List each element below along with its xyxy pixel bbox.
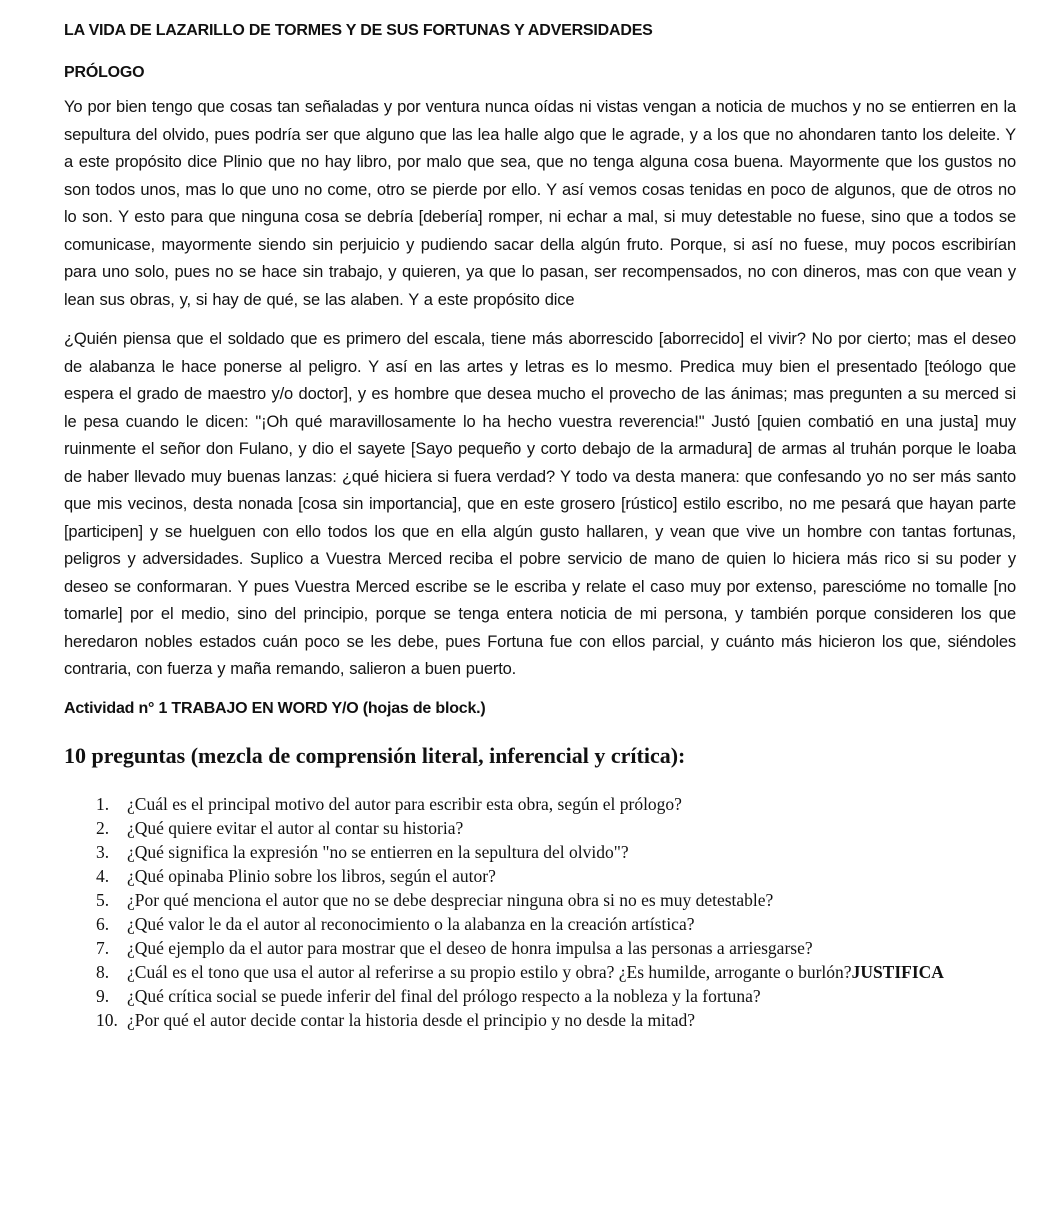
question-body: ¿Por qué el autor decide contar la historia desde el principio y no desde la mitad? xyxy=(127,1009,696,1030)
prologue-paragraph-1: Yo por bien tengo que cosas tan señaladas y por ventura nunca oídas ni vistas vengan a noticia de muchos y no se entierren en la sepultura del olvido, pues podría ser que alguno que las lea halle algo que le agrade, y a los que no ahondaren tanto los deleite. Y a este propósito dice Plinio que no hay libro, por malo que sea, que no tenga alguna cosa buena. Mayormente que los gustos no son todos unos, mas lo que uno no come, otro se pierde por ello. Y así vemos cosas tenidas en poco de algunos, que de otros no lo son. Y esto para que ninguna cosa se debría [debería] romper, ni echar a mal, si muy detestable no fuese, sino que a todos se comunicase, mayormente siendo sin perjuicio y pudiendo sacar della algún fruto. Porque, si así no fuese, muy pocos escribirían para uno solo, pues no se hace sin trabajo, y quieren, ya que lo pasan, ser recompensados, no con dineros, mas con que vean y lean sus obras, y, si hay de qué, se las alaben. Y a este propósito dice xyxy=(64,98,1016,309)
question-item xyxy=(96,792,1016,816)
question-number: 5. xyxy=(96,889,110,910)
question-item xyxy=(96,840,1016,864)
question-text xyxy=(127,888,1016,912)
question-item xyxy=(96,888,1016,912)
question-body: ¿Cuál es el tono que usa el autor al referirse a su propio estilo y obra? ¿Es humilde, arrogante o burlón? xyxy=(127,961,852,982)
question-body: ¿Qué opinaba Plinio sobre los libros, según el autor? xyxy=(127,865,496,886)
question-body: ¿Cuál es el principal motivo del autor para escribir esta obra, según el prólogo? xyxy=(127,793,682,814)
document-page xyxy=(64,20,1016,1032)
question-number: 1. xyxy=(96,793,110,814)
question-body: ¿Qué significa la expresión "no se entierren en la sepultura del olvido"? xyxy=(127,841,629,862)
question-item xyxy=(96,984,1016,1008)
questions-list xyxy=(64,792,1016,1032)
question-text xyxy=(127,864,1016,888)
activity-heading: Actividad n° 1 TRABAJO EN WORD Y/O (hojas de block.) xyxy=(64,699,486,717)
question-number: 10. xyxy=(96,1009,118,1030)
question-text xyxy=(127,816,1016,840)
question-item xyxy=(96,936,1016,960)
question-text xyxy=(127,984,1016,1008)
question-text xyxy=(127,792,1016,816)
question-text xyxy=(127,960,1016,984)
question-body: ¿Qué valor le da el autor al reconocimiento o la alabanza en la creación artística? xyxy=(127,913,695,934)
section-title-prologo: PRÓLOGO xyxy=(64,64,145,81)
question-number: 7. xyxy=(96,937,110,958)
question-number: 6. xyxy=(96,913,110,934)
question-item xyxy=(96,912,1016,936)
question-text xyxy=(127,840,1016,864)
question-item xyxy=(96,864,1016,888)
question-number: 4. xyxy=(96,865,110,886)
question-text xyxy=(127,1008,1016,1032)
question-item xyxy=(96,816,1016,840)
question-number: 3. xyxy=(96,841,110,862)
question-item xyxy=(96,1008,1016,1032)
question-number: 8. xyxy=(96,961,110,982)
question-body: ¿Qué crítica social se puede inferir del final del prólogo respecto a la nobleza y la fortuna? xyxy=(127,985,761,1006)
prologue-paragraph-2: ¿Quién piensa que el soldado que es primero del escala, tiene más aborrescido [aborrecido] el vivir? No por cierto; mas el deseo de alabanza le hace ponerse al peligro. Y así en las artes y letras es lo mesmo. Predica muy bien el presentado [teólogo que espera el grado de maestro y/o doctor], y es hombre que desea mucho el provecho de las ánimas; mas pregunten a su merced si le pesa cuando le dicen: "¡Oh qué maravillosamente lo ha hecho vuestra reverencia!" Justó [quien combatió en una justa] muy ruinmente el señor don Fulano, y dio el sayete [Sayo pequeño y corto debajo de la armadura] de armas al truhán porque le loaba de haber llevado muy buenas lanzas: ¿qué hiciera si fuera verdad? Y todo va desta manera: que confesando yo no ser más santo que mis vecinos, desta nonada [cosa sin importancia], que en este grosero [rústico] estilo escribo, no me pesará que hayan parte [participen] y se huelguen con ello todos los que en ella algún gusto hallaren, y vean que vive un hombre con tantas fortunas, peligros y adversidades. Suplico a Vuestra Merced reciba el pobre servicio de mano de quien lo hiciera más rico si su poder y deseo se conformaran. Y pues Vuestra Merced escribe se le escriba y relate el caso muy por extenso, parescióme no tomalle [no tomarle] por el medio, sino del principio, porque se tenga entera noticia de mi persona, y también porque consideren los que heredaron nobles estados cuán poco se les debe, pues Fortuna fue con ellos parcial, y cuánto más hicieron los que, siéndoles contraria, con fuerza y maña remando, salieron a buen puerto. xyxy=(64,330,1016,678)
question-text xyxy=(127,912,1016,936)
question-item xyxy=(96,960,1016,984)
question-emphasis: JUSTIFICA xyxy=(851,961,944,982)
question-number: 9. xyxy=(96,985,110,1006)
question-body: ¿Qué quiere evitar el autor al contar su historia? xyxy=(127,817,464,838)
document-title: LA VIDA DE LAZARILLO DE TORMES Y DE SUS FORTUNAS Y ADVERSIDADES xyxy=(64,22,653,39)
question-body: ¿Qué ejemplo da el autor para mostrar que el deseo de honra impulsa a las personas a arriesgarse? xyxy=(127,937,813,958)
questions-heading: 10 preguntas (mezcla de comprensión literal, inferencial y crítica): xyxy=(64,742,686,768)
question-text xyxy=(127,936,1016,960)
question-number: 2. xyxy=(96,817,110,838)
question-body: ¿Por qué menciona el autor que no se debe despreciar ninguna obra si no es muy detestable? xyxy=(127,889,774,910)
